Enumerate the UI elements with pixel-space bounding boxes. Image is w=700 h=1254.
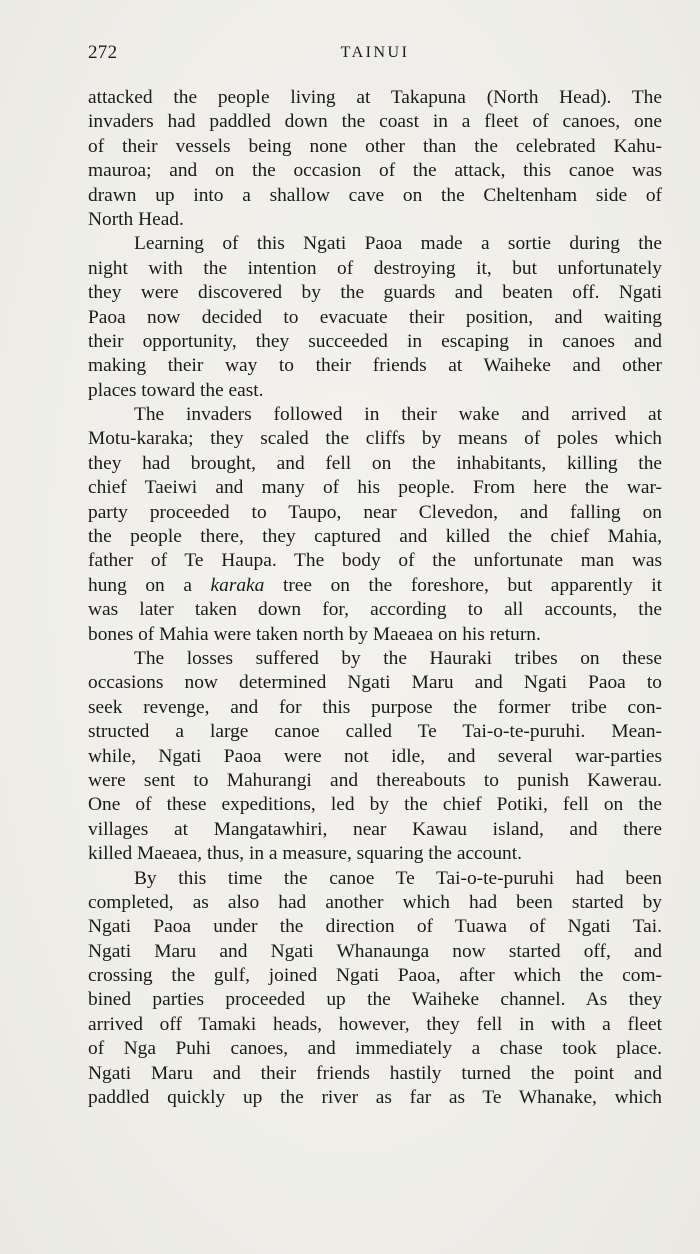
text-line: bined parties proceeded up the Waiheke channel. As they <box>88 989 662 1011</box>
text-line: North Head. <box>88 208 184 230</box>
text-line: chief Taeiwi and many of his people. From here the war- <box>88 477 662 499</box>
text-line: they had brought, and fell on the inhabitants, killing the <box>88 452 662 474</box>
text-line: By this time the canoe Te Tai-o-te-puruhi had been <box>134 867 662 889</box>
text-line: arrived off Tamaki heads, however, they fell in with a fleet <box>88 1013 662 1035</box>
text-line: their opportunity, they succeeded in escaping in canoes and <box>88 330 662 352</box>
text-line: Ngati Maru and their friends hastily turned the point and <box>88 1062 662 1084</box>
page-header <box>88 42 662 70</box>
text-line: was later taken down for, according to all accounts, the <box>88 599 662 621</box>
paragraph <box>88 86 662 232</box>
text-line: night with the intention of destroying it, but unfortunately <box>88 257 662 279</box>
text-line: structed a large canoe called Te Tai-o-te-puruhi. Mean- <box>88 721 662 743</box>
text-line: invaders had paddled down the coast in a fleet of canoes, one <box>88 111 662 133</box>
text-line: The losses suffered by the Hauraki tribes on these <box>134 647 662 669</box>
text-line: villages at Mangatawhiri, near Kawau island, and there <box>88 818 662 840</box>
text-line: of Nga Puhi canoes, and immediately a chase took place. <box>88 1038 662 1060</box>
text-line: completed, as also had another which had been started by <box>88 891 662 913</box>
text-line: seek revenge, and for this purpose the former tribe con- <box>88 696 662 718</box>
text-line: The invaders followed in their wake and arrived at <box>134 404 662 426</box>
text-line: Ngati Maru and Ngati Whanaunga now started off, and <box>88 940 662 962</box>
paragraph <box>88 232 662 403</box>
text-line: paddled quickly up the river as far as Te Whanake, which <box>88 1087 662 1109</box>
text-line: crossing the gulf, joined Ngati Paoa, after which the com- <box>88 965 662 987</box>
text-line: Motu-karaka; they scaled the cliffs by means of poles which <box>88 428 662 450</box>
text-line: bones of Mahia were taken north by Maeaea on his return. <box>88 623 541 645</box>
text-line: occasions now determined Ngati Maru and Ngati Paoa to <box>88 672 662 694</box>
text-line: Learning of this Ngati Paoa made a sortie during the <box>134 233 662 255</box>
text-line: father of Te Haupa. The body of the unfortunate man was <box>88 550 662 572</box>
paragraph <box>88 403 662 647</box>
text-line: while, Ngati Paoa were not idle, and several war-parties <box>88 745 662 767</box>
text-line: mauroa; and on the occasion of the attack, this canoe was <box>88 160 662 182</box>
paragraph <box>88 647 662 867</box>
italic-term: karaka <box>210 574 265 596</box>
text-line: they were discovered by the guards and beaten off. Ngati <box>88 282 662 304</box>
page-number: 272 <box>88 42 118 63</box>
text-line: party proceeded to Taupo, near Clevedon, and falling on <box>88 501 662 523</box>
text-line: the people there, they captured and killed the chief Mahia, <box>88 526 662 548</box>
body-text <box>88 86 662 1110</box>
text-line: drawn up into a shallow cave on the Cheltenham side of <box>88 184 662 206</box>
text-line: were sent to Mahurangi and thereabouts to punish Kawerau. <box>88 769 662 791</box>
paragraph <box>88 867 662 1111</box>
text-line: killed Maeaea, thus, in a measure, squaring the account. <box>88 843 522 865</box>
running-title: TAINUI <box>340 44 410 61</box>
text-span: tree on the foreshore, but apparently it <box>264 574 662 596</box>
text-line: attacked the people living at Takapuna (North Head). The <box>88 87 662 108</box>
text-line: Ngati Paoa under the direction of Tuawa of Ngati Tai. <box>88 916 662 938</box>
text-line: making their way to their friends at Waiheke and other <box>88 355 662 377</box>
text-line <box>88 574 662 598</box>
text-line: Paoa now decided to evacuate their position, and waiting <box>88 306 662 328</box>
text-line: One of these expeditions, led by the chief Potiki, fell on the <box>88 794 662 816</box>
text-span: hung on a <box>88 574 211 596</box>
text-line: places toward the east. <box>88 379 264 401</box>
text-line: of their vessels being none other than the celebrated Kahu- <box>88 135 662 157</box>
